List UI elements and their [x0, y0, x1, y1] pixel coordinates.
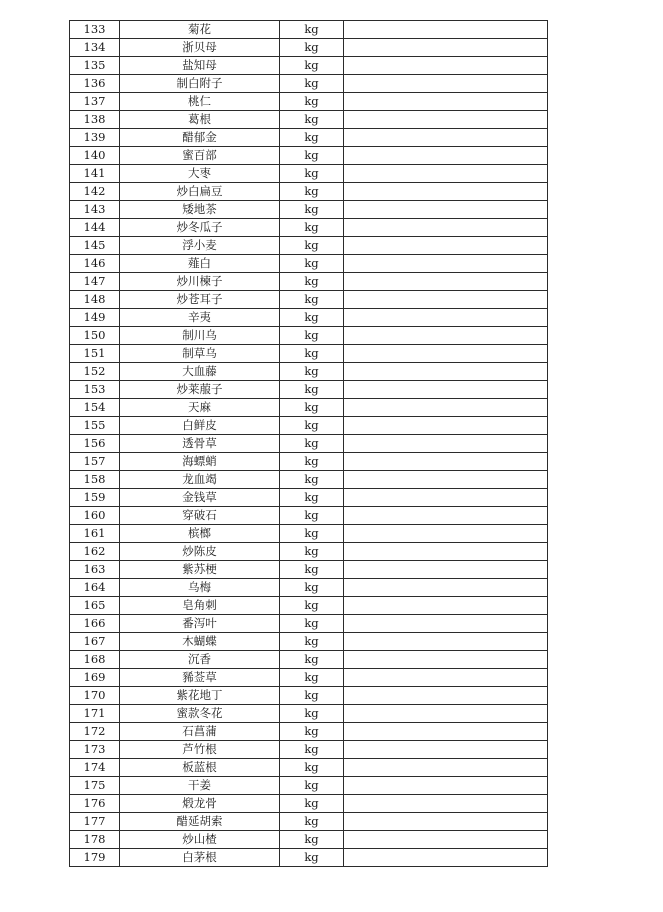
unit: kg [280, 93, 344, 111]
table-row [70, 183, 548, 201]
herb-name: 薤白 [120, 255, 280, 273]
table-row [70, 849, 548, 867]
row-number: 142 [70, 183, 120, 201]
unit: kg [280, 381, 344, 399]
herb-name: 金钱草 [120, 489, 280, 507]
table-row [70, 291, 548, 309]
unit: kg [280, 57, 344, 75]
herb-name: 芦竹根 [120, 741, 280, 759]
herb-name: 干姜 [120, 777, 280, 795]
row-number: 167 [70, 633, 120, 651]
herb-name: 桃仁 [120, 93, 280, 111]
note-cell [344, 579, 548, 597]
herb-name: 沉香 [120, 651, 280, 669]
note-cell [344, 417, 548, 435]
row-number: 173 [70, 741, 120, 759]
note-cell [344, 489, 548, 507]
unit: kg [280, 21, 344, 39]
table-row [70, 201, 548, 219]
unit: kg [280, 615, 344, 633]
herb-name: 海螵蛸 [120, 453, 280, 471]
herb-name: 紫花地丁 [120, 687, 280, 705]
table-row [70, 39, 548, 57]
note-cell [344, 831, 548, 849]
table-row [70, 831, 548, 849]
note-cell [344, 93, 548, 111]
unit: kg [280, 129, 344, 147]
row-number: 159 [70, 489, 120, 507]
herb-name: 龙血竭 [120, 471, 280, 489]
table-row [70, 795, 548, 813]
table-row [70, 417, 548, 435]
herb-name: 白茅根 [120, 849, 280, 867]
unit: kg [280, 183, 344, 201]
table-row [70, 165, 548, 183]
note-cell [344, 723, 548, 741]
unit: kg [280, 345, 344, 363]
row-number: 154 [70, 399, 120, 417]
table-row [70, 759, 548, 777]
herb-name: 皂角刺 [120, 597, 280, 615]
herb-name: 葛根 [120, 111, 280, 129]
unit: kg [280, 75, 344, 93]
table-row [70, 273, 548, 291]
note-cell [344, 759, 548, 777]
unit: kg [280, 633, 344, 651]
row-number: 150 [70, 327, 120, 345]
table-row [70, 57, 548, 75]
herb-name: 乌梅 [120, 579, 280, 597]
unit: kg [280, 579, 344, 597]
unit: kg [280, 435, 344, 453]
note-cell [344, 741, 548, 759]
note-cell [344, 597, 548, 615]
table-row [70, 327, 548, 345]
note-cell [344, 273, 548, 291]
herb-name: 炒莱菔子 [120, 381, 280, 399]
row-number: 149 [70, 309, 120, 327]
table-row [70, 471, 548, 489]
note-cell [344, 471, 548, 489]
herb-name: 穿破石 [120, 507, 280, 525]
row-number: 140 [70, 147, 120, 165]
row-number: 160 [70, 507, 120, 525]
note-cell [344, 201, 548, 219]
note-cell [344, 687, 548, 705]
note-cell [344, 777, 548, 795]
note-cell [344, 507, 548, 525]
row-number: 139 [70, 129, 120, 147]
row-number: 151 [70, 345, 120, 363]
table-row [70, 345, 548, 363]
table-row [70, 255, 548, 273]
note-cell [344, 219, 548, 237]
note-cell [344, 363, 548, 381]
table-row [70, 111, 548, 129]
unit: kg [280, 795, 344, 813]
unit: kg [280, 831, 344, 849]
unit: kg [280, 417, 344, 435]
note-cell [344, 183, 548, 201]
unit: kg [280, 39, 344, 57]
herb-name: 大枣 [120, 165, 280, 183]
table-row [70, 777, 548, 795]
herb-name: 煅龙骨 [120, 795, 280, 813]
table-row [70, 507, 548, 525]
herb-table [69, 20, 548, 867]
note-cell [344, 849, 548, 867]
unit: kg [280, 219, 344, 237]
row-number: 162 [70, 543, 120, 561]
row-number: 177 [70, 813, 120, 831]
table-row [70, 597, 548, 615]
row-number: 165 [70, 597, 120, 615]
table-row [70, 579, 548, 597]
row-number: 135 [70, 57, 120, 75]
herb-name: 石菖蒲 [120, 723, 280, 741]
note-cell [344, 633, 548, 651]
table-row [70, 75, 548, 93]
note-cell [344, 237, 548, 255]
herb-name: 板蓝根 [120, 759, 280, 777]
unit: kg [280, 309, 344, 327]
note-cell [344, 453, 548, 471]
row-number: 170 [70, 687, 120, 705]
herb-name: 菊花 [120, 21, 280, 39]
table-row [70, 651, 548, 669]
note-cell [344, 399, 548, 417]
herb-name: 炒山楂 [120, 831, 280, 849]
note-cell [344, 111, 548, 129]
herb-name: 炒川楝子 [120, 273, 280, 291]
row-number: 143 [70, 201, 120, 219]
note-cell [344, 129, 548, 147]
table-row [70, 129, 548, 147]
herb-name: 制白附子 [120, 75, 280, 93]
herb-table-body [70, 21, 548, 867]
table-row [70, 543, 548, 561]
unit: kg [280, 453, 344, 471]
herb-name: 炒白扁豆 [120, 183, 280, 201]
table-row [70, 435, 548, 453]
table-row [70, 561, 548, 579]
row-number: 153 [70, 381, 120, 399]
note-cell [344, 147, 548, 165]
herb-name: 辛夷 [120, 309, 280, 327]
row-number: 138 [70, 111, 120, 129]
table-row [70, 381, 548, 399]
row-number: 179 [70, 849, 120, 867]
row-number: 152 [70, 363, 120, 381]
table-row [70, 489, 548, 507]
unit: kg [280, 777, 344, 795]
unit: kg [280, 111, 344, 129]
herb-name: 盐知母 [120, 57, 280, 75]
unit: kg [280, 561, 344, 579]
row-number: 164 [70, 579, 120, 597]
row-number: 156 [70, 435, 120, 453]
table-row [70, 309, 548, 327]
table-row [70, 687, 548, 705]
table-row [70, 705, 548, 723]
table-row [70, 453, 548, 471]
row-number: 176 [70, 795, 120, 813]
herb-name: 炒陈皮 [120, 543, 280, 561]
unit: kg [280, 741, 344, 759]
note-cell [344, 561, 548, 579]
herb-name: 木蝴蝶 [120, 633, 280, 651]
herb-name: 浮小麦 [120, 237, 280, 255]
herb-name: 炒苍耳子 [120, 291, 280, 309]
row-number: 137 [70, 93, 120, 111]
herb-name: 矮地茶 [120, 201, 280, 219]
herb-name: 紫苏梗 [120, 561, 280, 579]
unit: kg [280, 849, 344, 867]
table-row [70, 93, 548, 111]
row-number: 175 [70, 777, 120, 795]
note-cell [344, 651, 548, 669]
row-number: 155 [70, 417, 120, 435]
herb-name: 蜜百部 [120, 147, 280, 165]
unit: kg [280, 399, 344, 417]
table-row [70, 723, 548, 741]
unit: kg [280, 543, 344, 561]
note-cell [344, 75, 548, 93]
table-row [70, 813, 548, 831]
unit: kg [280, 237, 344, 255]
unit: kg [280, 525, 344, 543]
row-number: 157 [70, 453, 120, 471]
row-number: 145 [70, 237, 120, 255]
unit: kg [280, 651, 344, 669]
herb-name: 豨莶草 [120, 669, 280, 687]
row-number: 163 [70, 561, 120, 579]
note-cell [344, 435, 548, 453]
unit: kg [280, 165, 344, 183]
herb-name: 醋郁金 [120, 129, 280, 147]
note-cell [344, 255, 548, 273]
row-number: 174 [70, 759, 120, 777]
herb-name: 蜜款冬花 [120, 705, 280, 723]
unit: kg [280, 363, 344, 381]
note-cell [344, 291, 548, 309]
note-cell [344, 381, 548, 399]
table-row [70, 21, 548, 39]
row-number: 146 [70, 255, 120, 273]
unit: kg [280, 273, 344, 291]
herb-name: 大血藤 [120, 363, 280, 381]
table-row [70, 399, 548, 417]
unit: kg [280, 291, 344, 309]
table-row [70, 525, 548, 543]
table-row [70, 219, 548, 237]
herb-name: 槟榔 [120, 525, 280, 543]
herb-name: 制川乌 [120, 327, 280, 345]
note-cell [344, 309, 548, 327]
row-number: 171 [70, 705, 120, 723]
row-number: 136 [70, 75, 120, 93]
unit: kg [280, 201, 344, 219]
row-number: 134 [70, 39, 120, 57]
note-cell [344, 165, 548, 183]
herb-name: 白鲜皮 [120, 417, 280, 435]
unit: kg [280, 327, 344, 345]
herb-name: 炒冬瓜子 [120, 219, 280, 237]
unit: kg [280, 723, 344, 741]
herb-name: 制草乌 [120, 345, 280, 363]
row-number: 133 [70, 21, 120, 39]
note-cell [344, 705, 548, 723]
herb-name: 番泻叶 [120, 615, 280, 633]
unit: kg [280, 507, 344, 525]
table-row [70, 363, 548, 381]
row-number: 161 [70, 525, 120, 543]
note-cell [344, 795, 548, 813]
row-number: 141 [70, 165, 120, 183]
table-row [70, 669, 548, 687]
herb-name: 醋延胡索 [120, 813, 280, 831]
unit: kg [280, 687, 344, 705]
note-cell [344, 57, 548, 75]
unit: kg [280, 255, 344, 273]
unit: kg [280, 489, 344, 507]
note-cell [344, 543, 548, 561]
row-number: 158 [70, 471, 120, 489]
note-cell [344, 669, 548, 687]
note-cell [344, 525, 548, 543]
row-number: 172 [70, 723, 120, 741]
note-cell [344, 615, 548, 633]
note-cell [344, 327, 548, 345]
row-number: 169 [70, 669, 120, 687]
row-number: 144 [70, 219, 120, 237]
table-row [70, 741, 548, 759]
herb-name: 透骨草 [120, 435, 280, 453]
row-number: 168 [70, 651, 120, 669]
unit: kg [280, 759, 344, 777]
table-row [70, 633, 548, 651]
table-row [70, 147, 548, 165]
unit: kg [280, 147, 344, 165]
row-number: 148 [70, 291, 120, 309]
table-row [70, 615, 548, 633]
note-cell [344, 21, 548, 39]
row-number: 178 [70, 831, 120, 849]
unit: kg [280, 669, 344, 687]
herb-name: 天麻 [120, 399, 280, 417]
herb-name: 浙贝母 [120, 39, 280, 57]
row-number: 147 [70, 273, 120, 291]
note-cell [344, 345, 548, 363]
note-cell [344, 813, 548, 831]
unit: kg [280, 471, 344, 489]
table-row [70, 237, 548, 255]
unit: kg [280, 705, 344, 723]
row-number: 166 [70, 615, 120, 633]
unit: kg [280, 597, 344, 615]
unit: kg [280, 813, 344, 831]
note-cell [344, 39, 548, 57]
